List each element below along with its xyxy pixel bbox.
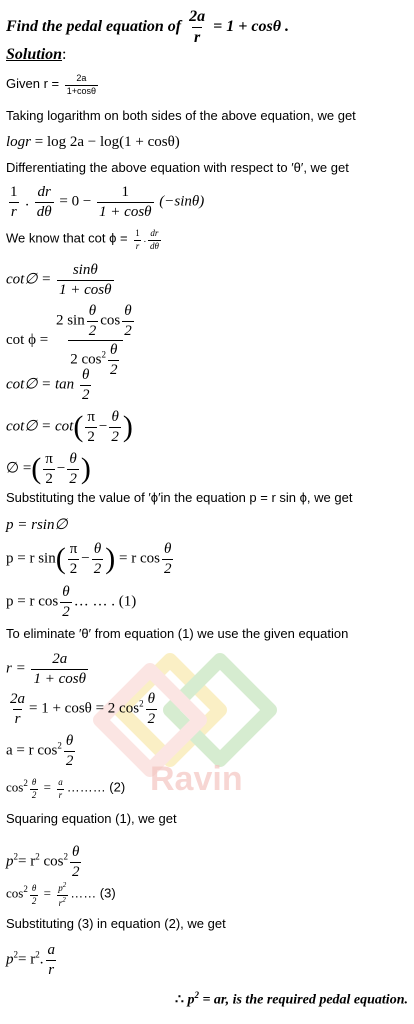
cot2-half-c bbox=[108, 342, 120, 378]
p3-two: 2 bbox=[62, 603, 70, 620]
p3-lhs: p = r cos bbox=[6, 593, 59, 610]
cos3-sq: 2 bbox=[23, 884, 28, 895]
twoa-theta-2 bbox=[146, 691, 158, 727]
diff-dtheta: dθ bbox=[36, 203, 52, 220]
cos2-a-r bbox=[56, 778, 65, 801]
final-r: r bbox=[48, 961, 55, 978]
p2-two-a: 2 bbox=[69, 560, 78, 577]
substituting-text: Substituting the value of ′ϕ′in the equation p = r sin ϕ, we get bbox=[6, 490, 353, 505]
p2-two-c: 2 bbox=[163, 560, 172, 577]
p-equation-3 bbox=[6, 584, 136, 620]
twoa-mid: = 1 + cosθ = 2 cos bbox=[29, 700, 140, 717]
cos2-eq: = bbox=[43, 779, 51, 795]
final-a-r bbox=[45, 942, 57, 978]
cot2-num-cos: cos bbox=[100, 312, 121, 329]
log-lhs: logr bbox=[6, 134, 32, 150]
psq-two: 2 bbox=[71, 863, 80, 880]
cos3-psq: 2 bbox=[62, 881, 67, 889]
title-num: 2a bbox=[189, 8, 206, 25]
cot2-half-b bbox=[122, 303, 134, 339]
cot2-half-a bbox=[87, 303, 99, 339]
cot3-two: 2 bbox=[81, 386, 90, 403]
solution-label: Solution bbox=[6, 46, 63, 63]
diff-tail: (−sinθ) bbox=[159, 193, 205, 210]
cos3-rsq: 2 bbox=[62, 895, 66, 904]
diff-one: 1 bbox=[10, 184, 18, 200]
diff-num: 1 bbox=[121, 184, 130, 200]
cos2-theta: θ bbox=[31, 777, 37, 787]
twoa-fraction bbox=[8, 691, 27, 727]
p-squared-equation bbox=[6, 844, 83, 880]
twoa-num: 2a bbox=[10, 691, 25, 707]
p3-theta: θ bbox=[62, 584, 70, 600]
we-know-r: r bbox=[135, 240, 140, 251]
phi-theta-2 bbox=[67, 451, 79, 487]
phi-lp: ( bbox=[31, 452, 42, 485]
p2-lhs: p = r sin bbox=[6, 550, 56, 567]
given-line bbox=[6, 74, 100, 97]
psq-theta: θ bbox=[72, 844, 80, 860]
cos3-two: 2 bbox=[31, 895, 37, 906]
cos2-tail: ……… (2) bbox=[66, 779, 126, 795]
cot4-minus: − bbox=[98, 418, 108, 435]
final-lhs: p bbox=[6, 951, 14, 968]
p2-minus: − bbox=[81, 550, 90, 567]
cot3-fraction bbox=[80, 367, 92, 403]
given-den: 1+cosθ bbox=[66, 85, 97, 96]
cot3-theta: θ bbox=[82, 367, 90, 383]
subst3-text: Substituting (3) in equation (2), we get bbox=[6, 916, 226, 931]
conclusion-rest: = ar, is the required pedal equation. bbox=[202, 992, 408, 1008]
p2-theta-b: θ bbox=[164, 541, 172, 557]
cos3-p-wrap bbox=[56, 882, 68, 895]
conclusion-p: p bbox=[187, 992, 195, 1008]
psq-theta-2 bbox=[70, 844, 82, 880]
p2-rp: ) bbox=[105, 542, 116, 575]
p2-pi-2 bbox=[68, 541, 80, 577]
cot2-two-c: 2 bbox=[109, 361, 118, 378]
diff-one-over-r bbox=[8, 184, 20, 220]
cos2-theta-2 bbox=[30, 778, 39, 801]
psq-mid: = r bbox=[18, 853, 36, 870]
differentiating-text: Differentiating the above equation with respect to ′θ′, we get bbox=[6, 160, 349, 175]
cot1-den: 1 + cosθ bbox=[59, 281, 112, 298]
p3-tail: … … . (1) bbox=[73, 593, 137, 610]
cot3-lhs: cot∅ = tan bbox=[6, 376, 75, 393]
twoa-sq: 2 bbox=[139, 698, 144, 709]
final-mid: = r bbox=[18, 951, 36, 968]
psq-cos: cos bbox=[43, 853, 64, 870]
final-sq2: 2 bbox=[35, 949, 40, 960]
cot4-pi-2 bbox=[85, 409, 97, 445]
cos3-r-wrap bbox=[57, 895, 68, 909]
cos3-lhs: cos bbox=[6, 885, 24, 901]
r-eq-fraction bbox=[31, 651, 88, 687]
cot2-theta-c: θ bbox=[110, 342, 118, 358]
cos3-p-r bbox=[56, 882, 68, 909]
we-know-text: We know that cot ϕ = bbox=[6, 230, 128, 246]
p-equation-2 bbox=[6, 541, 175, 577]
cot4-lhs: cot∅ = cot bbox=[6, 418, 74, 435]
cos3-theta-2 bbox=[30, 884, 39, 907]
r-equation bbox=[6, 651, 90, 687]
given-num: 2a bbox=[76, 73, 87, 83]
final-equation bbox=[6, 942, 59, 978]
psq-sq2: 2 bbox=[35, 851, 40, 862]
psq-sq: 2 bbox=[13, 851, 18, 862]
phi-theta: θ bbox=[69, 451, 77, 467]
cos2-two: 2 bbox=[31, 789, 37, 800]
cot4-two-a: 2 bbox=[87, 428, 95, 445]
phi-minus: − bbox=[56, 460, 66, 477]
cot2-two-a: 2 bbox=[88, 322, 97, 339]
diff-fraction bbox=[97, 184, 154, 220]
twoa-den: r bbox=[14, 710, 21, 727]
we-know-one: 1 bbox=[135, 228, 140, 238]
conclusion-sq: 2 bbox=[194, 990, 199, 1000]
cot2-lhs: cot ϕ = bbox=[6, 331, 49, 348]
we-know-line bbox=[6, 229, 163, 252]
cot-eq-4 bbox=[6, 409, 133, 445]
cot2-theta-a: θ bbox=[88, 303, 97, 319]
a-equation bbox=[6, 733, 77, 769]
cot4-lp: ( bbox=[73, 410, 84, 443]
given-fraction bbox=[65, 74, 98, 97]
cos-eq-3 bbox=[6, 882, 116, 909]
psq-lhs: p bbox=[6, 853, 14, 870]
p3-theta-2 bbox=[60, 584, 72, 620]
cot2-num-sin: 2 sin bbox=[55, 312, 85, 329]
diff-equation: $\frac{1}{r}$ . $\frac{dr}{d\theta}$ = 0 − $\frac{1}{1 + \cos\theta}$ (−sinθ) bbox=[10, 184, 205, 220]
we-know-dr: dr bbox=[150, 228, 159, 238]
taking-log-text: Taking logarithm on both sides of the above equation, we get bbox=[6, 108, 356, 123]
cos3-eq: = bbox=[43, 885, 51, 901]
we-know-dot: . bbox=[143, 234, 146, 245]
cot2-num bbox=[54, 303, 138, 340]
r-eq-den: 1 + cosθ bbox=[33, 670, 86, 687]
title-prefix: Find the pedal equation of bbox=[6, 17, 182, 35]
solution-heading bbox=[6, 46, 66, 64]
title-den: r bbox=[194, 28, 201, 46]
p2-two-b: 2 bbox=[93, 560, 102, 577]
title-fraction bbox=[187, 8, 207, 46]
cos2-sq: 2 bbox=[23, 778, 28, 789]
cot-eq-3 bbox=[6, 367, 93, 403]
a-eq-two: 2 bbox=[65, 752, 74, 769]
diff-dr-dtheta bbox=[35, 184, 54, 220]
cos2-a: a bbox=[58, 777, 63, 787]
cos-eq-2 bbox=[6, 778, 125, 801]
cot2-den-cos: 2 cos bbox=[70, 351, 102, 368]
a-eq-lhs: a = r cos bbox=[6, 742, 58, 759]
p2-mid: = r cos bbox=[119, 550, 160, 567]
phi-rp: ) bbox=[80, 452, 91, 485]
a-eq-sq: 2 bbox=[57, 740, 62, 751]
cot4-two-b: 2 bbox=[111, 428, 119, 445]
squaring-text: Squaring equation (1), we get bbox=[6, 811, 177, 826]
phi-pi-2 bbox=[43, 451, 55, 487]
final-a: a bbox=[47, 942, 55, 958]
cot2-two-b: 2 bbox=[124, 322, 132, 339]
problem-title bbox=[6, 8, 289, 46]
eliminate-text: To eliminate ′θ′ from equation (1) we use the given equation bbox=[6, 626, 349, 641]
cot4-pi: π bbox=[87, 409, 95, 425]
twoa-two: 2 bbox=[147, 710, 156, 727]
phi-two-a: 2 bbox=[45, 470, 53, 487]
r-eq-num: 2a bbox=[52, 651, 68, 667]
final-sq: 2 bbox=[13, 949, 18, 960]
final-dot: . bbox=[39, 951, 44, 968]
cos3-r: r bbox=[58, 897, 63, 908]
cos3-tail: …… (3) bbox=[70, 885, 116, 901]
cot-eq-1 bbox=[6, 262, 116, 298]
cos3-theta: θ bbox=[31, 883, 37, 893]
diff-dr: dr bbox=[37, 184, 51, 200]
cot4-rp: ) bbox=[122, 410, 133, 443]
a-eq-theta: θ bbox=[65, 733, 74, 749]
log-rhs: = log 2a − log(1 + cosθ) bbox=[34, 134, 180, 150]
r-eq-lhs: r = bbox=[6, 660, 26, 677]
conclusion bbox=[175, 990, 408, 1009]
twoa-equation bbox=[6, 691, 159, 727]
cos2-lhs: cos bbox=[6, 779, 24, 795]
phi-pi: π bbox=[45, 451, 53, 467]
we-know-one-r bbox=[133, 229, 142, 252]
title-rhs: = 1 + cosθ . bbox=[213, 17, 289, 35]
p2-pi: π bbox=[69, 541, 78, 557]
solution-colon: : bbox=[62, 46, 67, 63]
a-eq-theta-2 bbox=[64, 733, 76, 769]
twoa-theta: θ bbox=[147, 691, 155, 707]
watermark-text: Ravin bbox=[150, 760, 243, 798]
p-equation-1: p = rsin∅ bbox=[6, 517, 68, 533]
diff-r: r bbox=[10, 203, 17, 220]
cot1-lhs: cot∅ = bbox=[6, 271, 52, 288]
phi-two-b: 2 bbox=[69, 470, 77, 487]
phi-equation bbox=[6, 451, 91, 487]
p2-theta-2 bbox=[92, 541, 104, 577]
we-know-dtheta: dθ bbox=[149, 240, 159, 251]
cot4-theta-2 bbox=[109, 409, 121, 445]
p2-theta-a: θ bbox=[93, 541, 102, 557]
p2-lp: ( bbox=[55, 542, 66, 575]
cos2-r: r bbox=[58, 789, 63, 800]
cot1-fraction bbox=[57, 262, 114, 298]
we-know-dr-dtheta bbox=[148, 229, 161, 252]
diff-den: 1 + cosθ bbox=[99, 203, 152, 220]
log-equation bbox=[6, 134, 180, 151]
therefore-symbol: ∴ bbox=[175, 992, 184, 1008]
phi-lhs: ∅ = bbox=[6, 460, 32, 477]
p2-theta-2b bbox=[162, 541, 174, 577]
cot2-sq: 2 bbox=[101, 349, 106, 360]
given-text: Given r = bbox=[6, 75, 60, 91]
cot1-num: sinθ bbox=[72, 262, 98, 278]
cot4-theta: θ bbox=[111, 409, 119, 425]
cot2-theta-b: θ bbox=[124, 303, 132, 319]
cos3-p: p bbox=[58, 883, 63, 893]
psq-sq3: 2 bbox=[63, 851, 68, 862]
diff-mid: = 0 − bbox=[59, 193, 92, 210]
